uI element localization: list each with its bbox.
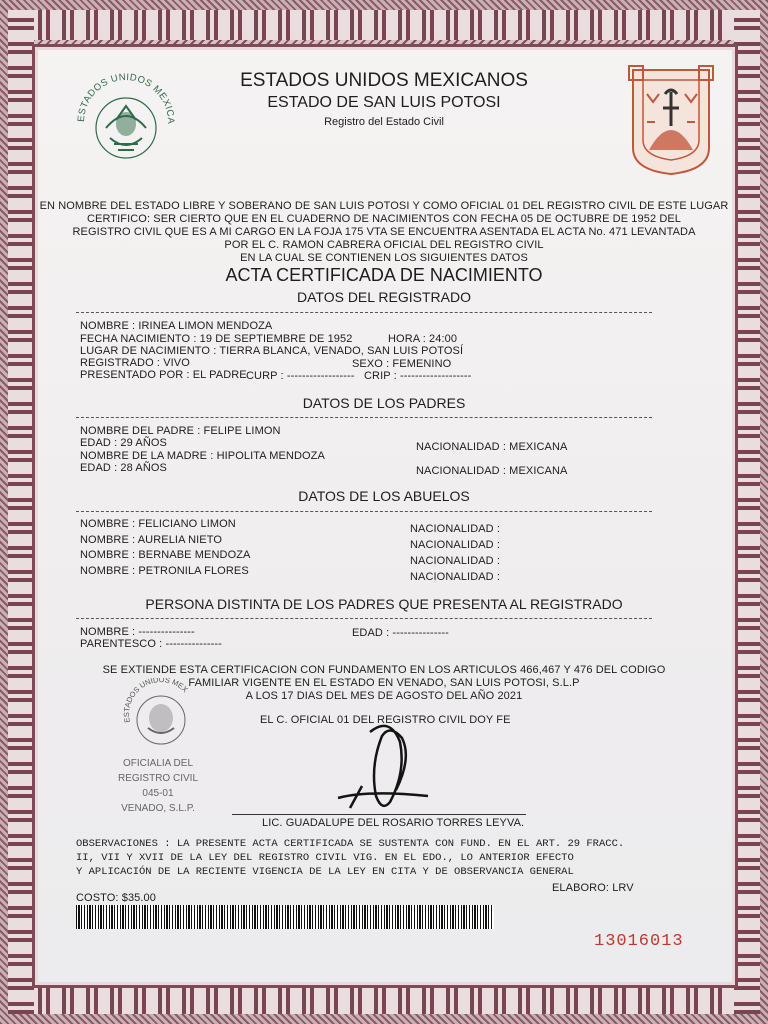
costo: COSTO: $35.00 xyxy=(76,892,156,904)
registrado-heading: DATOS DEL REGISTRADO xyxy=(297,289,471,305)
madre-edad: EDAD : 28 AÑOS xyxy=(80,462,167,474)
registrado-hora: HORA : 24:00 xyxy=(388,333,458,345)
divider xyxy=(76,511,652,512)
stamp-line: OFICIALIA DEL xyxy=(122,758,194,769)
closing-line: SE EXTIENDE ESTA CERTIFICACION CON FUNDAMENTO EN LOS ARTICULOS 466,467 Y 476 DEL CODIGO xyxy=(102,664,666,676)
padre-nombre: NOMBRE DEL PADRE : FELIPE LIMON xyxy=(80,425,281,437)
registrado-presentado: PRESENTADO POR : EL PADRE xyxy=(80,369,247,381)
registrado-curp: CURP : ------------------ xyxy=(246,370,355,382)
intro-line: REGISTRO CIVIL QUE ES A MI CARGO EN LA FOJA 175 VTA SE ENCUENTRA ASENTADA EL ACTA No. 471 LEVANTADA xyxy=(72,226,696,238)
country-title: ESTADOS UNIDOS MEXICANOS xyxy=(240,70,528,91)
stamp-line: REGISTRO CIVIL xyxy=(117,773,198,784)
svg-text:ESTADOS UNIDOS MEX: ESTADOS UNIDOS MEX xyxy=(121,678,190,724)
handwritten-signature xyxy=(330,718,440,818)
registrado-lugar: LUGAR DE NACIMIENTO : TIERRA BLANCA, VENADO, SAN LUIS POTOSÍ xyxy=(80,345,464,357)
observaciones-line: II, VII Y XVII DE LA LEY DEL REGISTRO CIVIL VIG. EN EL EDO., LO ANTERIOR EFECTO xyxy=(76,852,574,864)
abuelo-nombre: NOMBRE : AURELIA NIETO xyxy=(80,534,222,546)
signatory-name: LIC. GUADALUPE DEL ROSARIO TORRES LEYVA. xyxy=(262,817,525,829)
stamp-text xyxy=(108,756,208,816)
stamp-line: VENADO, S.L.P. xyxy=(121,803,195,814)
padre-nacionalidad: NACIONALIDAD : MEXICANA xyxy=(416,441,568,453)
abuelos-heading: DATOS DE LOS ABUELOS xyxy=(298,488,470,504)
abuelo-nacionalidad: NACIONALIDAD : xyxy=(410,539,501,551)
intro-line: CERTIFICO: SER CIERTO QUE EN EL CUADERNO DE NACIMIENTOS CON FECHA 05 DE OCTUBRE DE 1952 DEL xyxy=(86,213,682,225)
divider xyxy=(76,417,652,418)
registrado-fecha: FECHA NACIMIENTO : 19 DE SEPTIEMBRE DE 1952 xyxy=(80,333,353,345)
abuelo-nombre: NOMBRE : BERNABE MENDOZA xyxy=(80,549,251,561)
padres-heading: DATOS DE LOS PADRES xyxy=(302,395,466,411)
padre-edad: EDAD : 29 AÑOS xyxy=(80,437,167,449)
registrado-crip: CRIP : ------------------- xyxy=(364,370,472,382)
folio-number: 13016013 xyxy=(594,932,684,951)
abuelo-nombre: NOMBRE : PETRONILA FLORES xyxy=(80,565,249,577)
abuelo-nombre: NOMBRE : FELICIANO LIMON xyxy=(80,518,236,530)
abuelo-nacionalidad: NACIONALIDAD : xyxy=(410,571,501,583)
doy-fe: EL C. OFICIAL 01 DEL REGISTRO CIVIL DOY FE xyxy=(260,714,511,726)
bottom-greek-key-border xyxy=(14,984,754,1014)
elaboro: ELABORO: LRV xyxy=(552,882,634,894)
signature-line xyxy=(232,814,526,815)
persona-edad: EDAD : --------------- xyxy=(352,627,449,639)
svg-text:ESTADOS UNIDOS MEXICANOS: ESTADOS UNIDOS MEXICA xyxy=(75,71,177,125)
observaciones-line: Y APLICACIÓN DE LA RECIENTE VIGENCIA DE LA LEY EN CITA Y DE OBSERVANCIA GENERAL xyxy=(76,866,574,878)
persona-heading: PERSONA DISTINTA DE LOS PADRES QUE PRESENTA AL REGISTRADO xyxy=(145,596,623,612)
state-title: ESTADO DE SAN LUIS POTOSI xyxy=(267,94,501,111)
intro-line: EN LA CUAL SE CONTIENEN LOS SIGUIENTES DATOS xyxy=(240,252,528,264)
observaciones-line: OBSERVACIONES : LA PRESENTE ACTA CERTIFICADA SE SUSTENTA CON FUND. EN EL ART. 29 FRACC. xyxy=(76,838,625,850)
closing-line: A LOS 17 DIAS DEL MES DE AGOSTO DEL AÑO 2021 xyxy=(245,690,523,702)
official-stamp-icon xyxy=(116,678,206,753)
registrado-estado: REGISTRADO : VIVO xyxy=(80,357,190,369)
divider xyxy=(76,618,652,619)
madre-nombre: NOMBRE DE LA MADRE : HIPOLITA MENDOZA xyxy=(80,450,325,462)
persona-parentesco: PARENTESCO : --------------- xyxy=(80,638,222,650)
abuelo-nacionalidad: NACIONALIDAD : xyxy=(410,523,501,535)
registrado-sexo: SEXO : FEMENINO xyxy=(352,358,452,370)
registry-subtitle: Registro del Estado Civil xyxy=(324,116,444,128)
registrado-nombre: NOMBRE : IRINEA LIMON MENDOZA xyxy=(80,320,273,332)
closing-line: FAMILIAR VIGENTE EN EL ESTADO EN VENADO, SAN LUIS POTOSI, S.L.P xyxy=(188,677,580,689)
document-title: ACTA CERTIFICADA DE NACIMIENTO xyxy=(225,265,543,285)
left-greek-key-border xyxy=(8,10,34,1014)
intro-line: POR EL C. RAMON CABRERA OFICIAL DEL REGISTRO CIVIL xyxy=(224,239,544,251)
top-greek-key-border xyxy=(14,10,754,40)
madre-nacionalidad: NACIONALIDAD : MEXICANA xyxy=(416,465,568,477)
divider xyxy=(76,312,652,313)
stamp-line: 045-01 xyxy=(142,788,174,799)
persona-nombre: NOMBRE : --------------- xyxy=(80,626,195,638)
abuelo-nacionalidad: NACIONALIDAD : xyxy=(410,555,501,567)
barcode xyxy=(76,905,494,929)
intro-line: EN NOMBRE DEL ESTADO LIBRE Y SOBERANO DE SAN LUIS POTOSI Y COMO OFICIAL 01 DEL REGISTRO CIVIL DE ESTE LUGAR xyxy=(39,200,729,212)
